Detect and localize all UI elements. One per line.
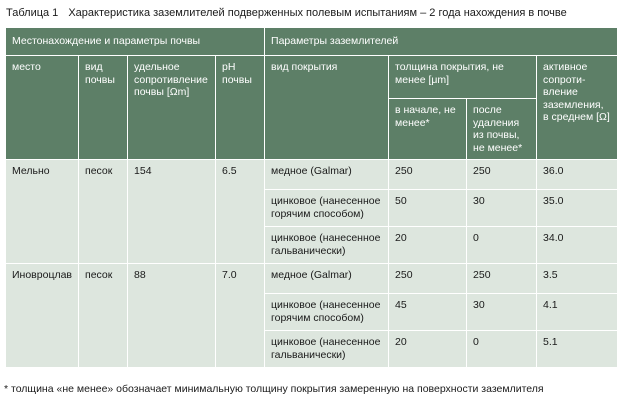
cell-thickness-start: 250 [389,264,467,294]
col-header-thickness-start: в начале, не менее* [389,99,467,160]
table-caption [6,4,622,22]
table-row [6,160,618,190]
grounding-table [5,27,618,368]
cell-place: Мельно [6,160,79,264]
cell-thickness-start: 20 [389,331,467,368]
cell-thickness-start: 45 [389,294,467,331]
cell-resistance: 5.1 [537,331,618,368]
cell-resistance: 3.5 [537,264,618,294]
cell-resistance: 4.1 [537,294,618,331]
col-header-ph: pH почвы [216,56,265,160]
cell-thickness-after: 250 [467,264,537,294]
cell-coating: цинковое (нанесенное гальванически) [265,331,389,368]
cell-thickness-after: 0 [467,331,537,368]
cell-resistance: 35.0 [537,190,618,227]
group-header-location: Местонахождение и параметры почвы [6,28,265,56]
cell-soil-type: песок [79,264,128,368]
cell-thickness-after: 0 [467,227,537,264]
cell-coating: цинковое (нанесенное гальванически) [265,227,389,264]
cell-thickness-after: 250 [467,160,537,190]
table-row [6,264,618,294]
cell-thickness-after: 30 [467,190,537,227]
cell-ph: 7.0 [216,264,265,368]
cell-resistivity: 88 [128,264,216,368]
cell-resistivity: 154 [128,160,216,264]
footnote: * толщина «не менее» обозначает минимальную толщину покрытия замеренную на поверхности заземлителя [4,383,544,395]
cell-thickness-start: 250 [389,160,467,190]
cell-thickness-after: 30 [467,294,537,331]
column-header-row [6,56,618,99]
table-title: Характеристика заземлителей подверженных полевым испытаниям – 2 года нахождения в почве [68,7,567,19]
cell-resistance: 36.0 [537,160,618,190]
cell-thickness-start: 50 [389,190,467,227]
col-header-soil-type: вид почвы [79,56,128,160]
cell-coating: цинковое (нанесенное горячим способом) [265,190,389,227]
group-header-parameters: Параметры заземлителей [265,28,618,56]
cell-soil-type: песок [79,160,128,264]
cell-ph: 6.5 [216,160,265,264]
table-number: Таблица 1 [6,7,59,19]
cell-coating: цинковое (нанесенное горячим способом) [265,294,389,331]
col-header-resistivity: удельное сопротивление почвы [Ωm] [128,56,216,160]
col-header-place: место [6,56,79,160]
cell-thickness-start: 20 [389,227,467,264]
cell-coating: медное (Galmar) [265,264,389,294]
group-header-row [6,28,618,56]
cell-coating: медное (Galmar) [265,160,389,190]
col-header-coating: вид покрытия [265,56,389,160]
col-header-active-resistance: активное сопроти-вление заземления, в среднем [Ω] [537,56,618,160]
col-header-thickness-after: после удаления из почвы, не менее* [467,99,537,160]
col-header-thickness: толщина покрытия, не менее [μm] [389,56,537,99]
cell-place: Иновроцлав [6,264,79,368]
cell-resistance: 34.0 [537,227,618,264]
